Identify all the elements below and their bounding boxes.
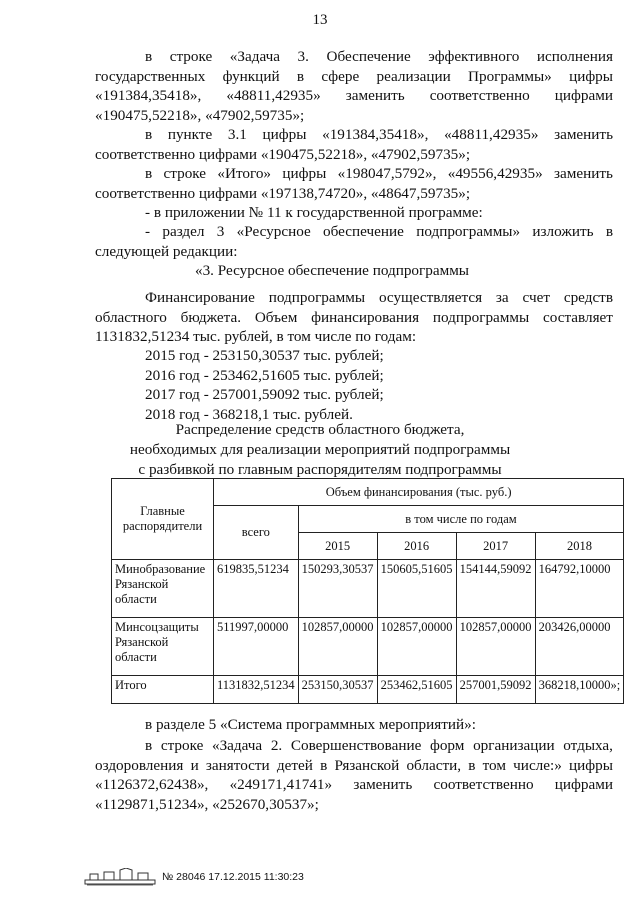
word: исполнения — [536, 48, 613, 65]
word: в — [145, 737, 153, 754]
years-list — [145, 346, 445, 424]
text-line: - в приложении № 11 к государственной программе: — [145, 204, 483, 221]
word: раздел — [162, 223, 205, 240]
text-line — [95, 736, 613, 756]
text-line — [95, 308, 613, 328]
word: строке — [160, 737, 204, 754]
header-year: 2017 — [456, 533, 535, 560]
text-line — [95, 47, 613, 67]
paragraph-task2 — [95, 736, 613, 814]
row-total: 619835,51234 — [214, 560, 299, 618]
text-line — [95, 775, 613, 795]
word: цифры — [569, 67, 613, 85]
financing-table — [111, 478, 624, 704]
text-line — [95, 86, 613, 106]
word: 3.1 — [227, 126, 247, 143]
text-line — [95, 222, 613, 242]
word: «1126372,62438», — [95, 776, 209, 793]
word: области, — [406, 756, 462, 774]
caption-line: Распределение средств областного бюджета, — [175, 421, 465, 438]
word: сфере — [321, 67, 360, 85]
word: заменить — [353, 776, 413, 793]
word: бюджета. — [180, 308, 242, 326]
row-name: Итого — [112, 676, 214, 704]
caption-line: с разбивкой по главным распорядителям подпрограммы — [138, 461, 502, 478]
header-volume: Объем финансирования (тыс. руб.) — [214, 479, 624, 506]
word: соответственно — [433, 776, 534, 793]
word: строке — [163, 165, 207, 182]
caption-line: необходимых для реализации мероприятий подпрограммы — [129, 441, 511, 458]
row-value: 368218,10000»; — [535, 676, 624, 704]
word: Обеспечение — [326, 48, 411, 65]
word: подпрограммы — [268, 289, 366, 306]
word: детей — [276, 756, 313, 774]
word: в — [145, 126, 153, 143]
table-caption — [0, 420, 640, 480]
word: цифры — [262, 126, 307, 143]
word: подпрограммы — [432, 308, 530, 326]
word: «Ресурсное — [236, 223, 311, 240]
word: числе:» — [513, 756, 562, 774]
text-line: следующей редакции: — [95, 242, 238, 260]
row-value: 253150,30537 — [298, 676, 377, 704]
word: за — [495, 289, 509, 306]
paragraph-point31 — [95, 125, 613, 164]
paragraph-section3 — [95, 222, 613, 261]
word: обеспечение — [323, 223, 404, 240]
word: в — [145, 165, 153, 182]
section-heading: «3. Ресурсное обеспечение подпрограммы — [194, 262, 470, 279]
word: эффективного — [428, 48, 520, 65]
registration-stamp: № 28046 17.12.2015 11:30:23 — [162, 871, 304, 883]
text-line — [95, 164, 613, 184]
word: цифрами — [554, 776, 613, 793]
word: в — [320, 756, 328, 774]
page-number: 13 — [312, 12, 328, 28]
word: «Задача — [211, 737, 263, 754]
text-line — [95, 288, 613, 308]
word: цифры — [569, 756, 613, 774]
word: Объем — [254, 308, 298, 326]
word: составляет — [543, 308, 613, 326]
text-line: соответственно цифрами «190475,52218», «47902,59735»; — [95, 145, 471, 163]
text-line: «1129871,51234», «252670,30537»; — [95, 795, 319, 813]
word: средств — [563, 289, 613, 306]
row-value: 257001,59092 — [456, 676, 535, 704]
word: осуществляется — [378, 289, 483, 306]
word: Рязанской — [334, 756, 400, 774]
table-row — [112, 560, 624, 618]
text-line — [95, 125, 613, 145]
word: «191384,35418», — [95, 87, 202, 104]
word: соответственно — [429, 87, 530, 104]
row-name: Минобразование Рязанской области — [112, 560, 214, 618]
word: Совершенствование — [290, 737, 422, 754]
word: 3 — [216, 223, 225, 240]
row-name: Минсоцзащиты Рязанской области — [112, 618, 214, 676]
header-main: Главные распорядители — [112, 479, 214, 560]
table-row — [112, 676, 624, 704]
header-year: 2018 — [535, 533, 624, 560]
row-value: 154144,59092 — [456, 560, 535, 618]
text-line: «190475,52218», «47902,59735»; — [95, 106, 305, 124]
word: в — [145, 48, 153, 65]
row-value: 253462,51605 — [377, 676, 456, 704]
header-total: всего — [214, 506, 299, 560]
word: заменить — [554, 165, 613, 182]
word: 3. — [297, 48, 309, 65]
row-total: 1131832,51234 — [214, 676, 299, 704]
table-row — [112, 618, 624, 676]
word: финансирования — [311, 308, 420, 326]
word: реализации — [376, 67, 451, 85]
header-by-years: в том числе по годам — [298, 506, 624, 533]
word: занятости — [205, 756, 270, 774]
text-line: 1131832,51234 тыс. рублей, в том числе по годам: — [95, 328, 417, 345]
row-value: 150605,51605 — [377, 560, 456, 618]
row-value: 102857,00000 — [377, 618, 456, 676]
word: «249171,41741» — [229, 776, 333, 793]
word: цифрами — [554, 87, 613, 104]
paragraph-appendix — [95, 203, 613, 223]
paragraph-financing — [95, 288, 613, 347]
word: счет — [522, 289, 550, 306]
year-item: 2018 год - 368218,1 тыс. рублей. — [145, 405, 353, 423]
word: «48811,42935» — [444, 126, 539, 143]
word: пункте — [167, 126, 213, 143]
word: Финансирование — [145, 289, 255, 306]
word: и — [190, 756, 199, 774]
word: областного — [95, 308, 167, 326]
row-value: 164792,10000 — [535, 560, 624, 618]
word: заменить — [345, 87, 405, 104]
text-line — [95, 67, 613, 87]
text-line — [95, 756, 613, 776]
word: в — [605, 223, 613, 240]
word: строке — [169, 48, 213, 65]
word: в — [468, 756, 476, 774]
word: том — [482, 756, 506, 774]
paragraph-task3 — [95, 47, 613, 125]
registry-logo-icon — [84, 868, 156, 886]
word: Программы» — [468, 67, 552, 85]
word: в — [296, 67, 305, 85]
year-item: 2017 год - 257001,59092 тыс. рублей; — [145, 386, 384, 403]
text-line: в разделе 5 «Система программных мероприятий»: — [145, 716, 476, 733]
word: 2. — [270, 737, 283, 754]
word: «Итого» — [217, 165, 272, 182]
row-value: 203426,00000 — [535, 618, 624, 676]
word: организации — [473, 737, 555, 754]
text-line: соответственно цифрами «197138,74720», «48647,59735»; — [95, 184, 471, 202]
word: «49556,42935» — [447, 165, 543, 182]
paragraph-section5 — [95, 715, 613, 735]
word: форм — [429, 737, 465, 754]
header-year: 2016 — [377, 533, 456, 560]
word: функций — [222, 67, 280, 85]
word: государственных — [95, 67, 206, 85]
word: заменить — [554, 126, 613, 143]
year-item: 2016 год - 253462,51605 тыс. рублей; — [145, 366, 384, 384]
word: «Задача — [229, 48, 280, 65]
word: - — [145, 223, 151, 240]
word: изложить — [532, 223, 594, 240]
row-value: 150293,30537 — [298, 560, 377, 618]
word: цифры — [282, 165, 327, 182]
footer — [84, 868, 304, 886]
row-value: 102857,00000 — [298, 618, 377, 676]
word: «48811,42935» — [226, 87, 321, 104]
paragraph-total — [95, 164, 613, 203]
word: подпрограммы» — [416, 223, 521, 240]
word: «198047,5792», — [337, 165, 437, 182]
header-year: 2015 — [298, 533, 377, 560]
word: отдыха, — [563, 737, 613, 754]
year-item: 2015 год - 253150,30537 тыс. рублей; — [145, 347, 384, 364]
word: «191384,35418», — [322, 126, 429, 143]
word: оздоровления — [95, 756, 184, 774]
row-value: 102857,00000 — [456, 618, 535, 676]
row-total: 511997,00000 — [214, 618, 299, 676]
